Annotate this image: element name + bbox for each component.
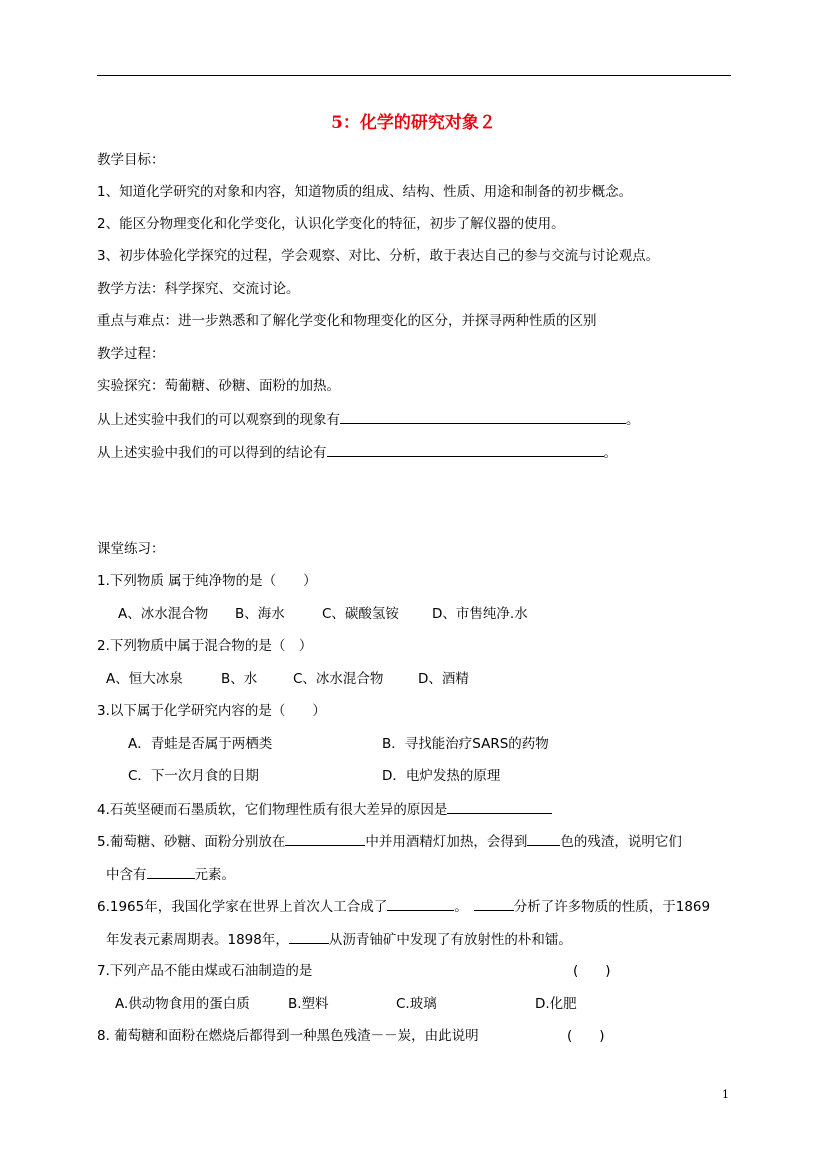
q4-text: 4.石英坚硬而石墨质软，它们物理性质有很大差异的原因是 [97, 802, 448, 818]
experiment-line: 实验探究：萄葡糖、砂糖、面粉的加热。 [97, 378, 340, 394]
question-6-cont [106, 929, 572, 950]
conclude-suffix: 。 [603, 445, 617, 461]
question-2: 2.下列物质中属于混合物的是（ ） [97, 638, 313, 654]
q6-blank-3[interactable] [289, 929, 329, 944]
conclude-line [97, 442, 617, 463]
question-1: 1.下列物质 属于纯净物的是（ ） [97, 573, 317, 589]
focus-difficulty: 重点与难点：进一步熟悉和了解化学变化和物理变化的区分，并探寻两种性质的区别 [97, 313, 597, 329]
q3-option-a: A．青蛙是否属于两栖类 [128, 736, 273, 752]
q5-part-4: 中含有 [106, 867, 147, 883]
question-4 [97, 799, 552, 820]
q7-option-c: C.玻璃 [396, 996, 437, 1012]
q5-part-2: 中并用酒精灯加热，会得到 [365, 834, 528, 850]
q6-part-2: 。 [454, 899, 468, 915]
q6-part-1: 6.1965年，我国化学家在世界上首次人工合成了 [97, 899, 388, 915]
question-6 [97, 896, 710, 917]
q3-option-d: D．电炉发热的原理 [382, 768, 501, 784]
q2-option-d: D、酒精 [418, 671, 469, 687]
q8-answer-paren: ( ) [567, 1028, 605, 1044]
teaching-method: 教学方法：科学探究、交流讨论。 [97, 281, 300, 297]
objective-2: 2、能区分物理变化和化学变化，认识化学变化的特征，初步了解仪器的使用。 [97, 216, 565, 232]
question-3: 3.以下属于化学研究内容的是（ ） [97, 703, 326, 719]
question-8: 8. 葡萄糖和面粉在燃烧后都得到一种黑色残渣－－炭，由此说明 [97, 1028, 479, 1044]
practice-label: 课堂练习： [97, 541, 165, 557]
question-5 [97, 831, 682, 852]
q7-option-b: B.塑料 [288, 996, 329, 1012]
q7-option-d: D.化肥 [535, 996, 577, 1012]
observe-prefix: 从上述实验中我们的可以观察到的现象有 [97, 412, 340, 428]
header-rule [97, 75, 731, 76]
observe-suffix: 。 [626, 412, 640, 428]
conclude-prefix: 从上述实验中我们的可以得到的结论有 [97, 445, 327, 461]
q7-option-a: A.供动物食用的蛋白质 [115, 996, 250, 1012]
q2-option-a: A、恒大冰泉 [106, 671, 183, 687]
q5-part-1: 5.葡萄糖、砂糖、面粉分别放在 [97, 834, 286, 850]
question-7: 7.下列产品不能由煤或石油制造的是 [97, 963, 313, 979]
process-label: 教学过程： [97, 346, 165, 362]
q4-blank[interactable] [447, 799, 552, 814]
q2-option-b: B、水 [221, 671, 258, 687]
observe-line [97, 409, 640, 430]
q6-blank-1[interactable] [387, 896, 454, 911]
q3-option-c: C．下一次月食的日期 [128, 768, 259, 784]
objective-3: 3、初步体验化学探究的过程，学会观察、对比、分析，敢于表达自己的参与交流与讨论观点。 [97, 248, 660, 264]
page-number: 1 [722, 1088, 729, 1101]
q5-part-3: 色的残渣，说明它们 [560, 834, 682, 850]
q6-part-4: 年发表元素周期表。1898年， [106, 932, 289, 948]
q6-part-5: 从沥青铀矿中发现了有放射性的朴和镭。 [328, 932, 572, 948]
q5-blank-3[interactable] [147, 864, 195, 879]
q1-option-b: B、海水 [235, 606, 285, 622]
observe-blank[interactable] [340, 409, 626, 424]
q7-answer-paren: ( ) [573, 963, 611, 979]
conclude-blank[interactable] [327, 442, 604, 457]
q6-blank-2[interactable] [474, 896, 514, 911]
objective-1: 1、知道化学研究的对象和内容，知道物质的组成、结构、性质、用途和制备的初步概念。 [97, 184, 633, 200]
q2-option-c: C、冰水混合物 [293, 671, 384, 687]
q5-blank-2[interactable] [527, 831, 560, 846]
q1-option-a: A、冰水混合物 [118, 606, 209, 622]
q5-blank-1[interactable] [285, 831, 365, 846]
page-title: 5：化学的研究对象２ [331, 113, 496, 133]
q1-option-c: C、碳酸氢铵 [322, 606, 399, 622]
objectives-label: 教学目标： [97, 152, 165, 168]
q6-part-3: 分析了许多物质的性质，于1869 [513, 899, 711, 915]
question-5-cont [106, 864, 235, 885]
q5-part-5: 元素。 [194, 867, 235, 883]
q3-option-b: B．寻找能治疗SARS的药物 [382, 736, 549, 752]
q1-option-d: D、市售纯净.水 [432, 606, 528, 622]
